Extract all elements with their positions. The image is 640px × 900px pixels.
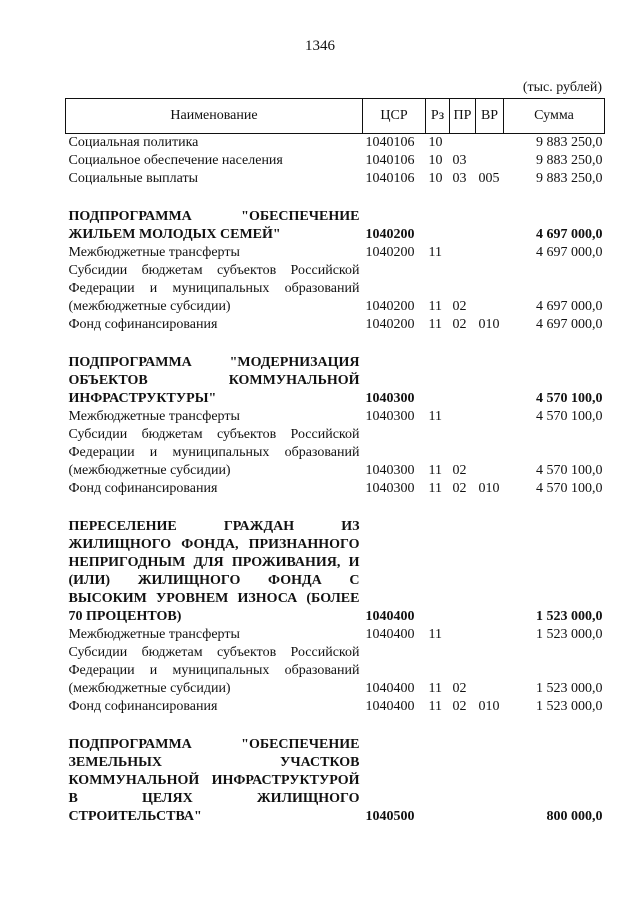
table-row <box>66 316 605 334</box>
cell-name: Межбюджетные трансферты <box>68 409 240 424</box>
header-sum: Сумма <box>504 99 605 134</box>
cell-pr: 02 <box>452 481 467 496</box>
cell-rz: 11 <box>428 409 442 424</box>
table-header-row <box>66 99 605 134</box>
cell-sum: 1 523 000,0 <box>536 609 603 624</box>
table-row <box>66 170 605 188</box>
cell-vr <box>476 244 504 262</box>
cell-pr: 03 <box>452 171 467 186</box>
spacer-cell <box>66 334 605 354</box>
cell-pr: 02 <box>452 699 467 714</box>
cell-sum: 9 883 250,0 <box>536 171 603 186</box>
cell-csr: 1040400 <box>365 627 415 642</box>
cell-rz: 10 <box>428 135 443 150</box>
cell-vr <box>476 644 504 698</box>
table-row <box>66 408 605 426</box>
cell-name: Субсидии бюджетам субъектов Российской Федерации и муниципальных образований (межбюджетные субсидии) <box>68 427 360 478</box>
cell-name: Фонд софинансирования <box>68 481 218 496</box>
cell-name: Фонд софинансирования <box>68 699 218 714</box>
cell-pr: 02 <box>452 463 467 478</box>
cell-rz: 10 <box>428 153 443 168</box>
cell-pr: 02 <box>452 299 467 314</box>
cell-rz <box>426 518 450 626</box>
cell-vr: 005 <box>478 171 500 186</box>
cell-name: ПОДПРОГРАММА "ОБЕСПЕЧЕНИЕ ЗЕМЕЛЬНЫХ УЧАСТКОВ КОММУНАЛЬНОЙ ИНФРАСТРУКТУРОЙ В ЦЕЛЯХ ЖИЛИЩНОГО СТРОИТЕЛЬСТВА" <box>68 737 360 824</box>
cell-csr: 1040300 <box>365 481 415 496</box>
cell-vr <box>476 134 504 153</box>
spacer-cell <box>66 498 605 518</box>
cell-sum: 4 697 000,0 <box>536 245 603 260</box>
cell-pr <box>450 354 476 408</box>
row-spacer <box>66 334 605 354</box>
cell-rz: 11 <box>428 627 442 642</box>
cell-name: ПОДПРОГРАММА "МОДЕРНИЗАЦИЯ ОБЪЕКТОВ КОММУНАЛЬНОЙ ИНФРАСТРУКТУРЫ" <box>68 355 360 406</box>
cell-sum: 4 697 000,0 <box>536 227 603 242</box>
cell-name: ПОДПРОГРАММА "ОБЕСПЕЧЕНИЕ ЖИЛЬЕМ МОЛОДЫХ СЕМЕЙ" <box>68 209 360 242</box>
table-row <box>66 626 605 644</box>
table-row <box>66 262 605 316</box>
cell-pr <box>450 408 476 426</box>
cell-csr: 1040400 <box>365 681 415 696</box>
cell-vr <box>476 354 504 408</box>
cell-name: Социальное обеспечение населения <box>68 153 283 168</box>
page-number: 1346 <box>305 38 335 54</box>
cell-csr: 1040200 <box>365 299 415 314</box>
header-csr: ЦСР <box>363 99 426 134</box>
table-row <box>66 134 605 153</box>
table-row <box>66 518 605 626</box>
cell-vr <box>476 208 504 244</box>
cell-sum: 1 523 000,0 <box>536 699 603 714</box>
cell-pr: 02 <box>452 681 467 696</box>
row-spacer <box>66 498 605 518</box>
cell-vr <box>476 518 504 626</box>
row-spacer <box>66 716 605 736</box>
table-row <box>66 426 605 480</box>
cell-rz: 11 <box>428 245 442 260</box>
spacer-cell <box>66 188 605 208</box>
cell-rz: 10 <box>428 171 443 186</box>
table-row <box>66 698 605 716</box>
table-body <box>66 134 605 827</box>
table-row <box>66 736 605 826</box>
cell-csr: 1040300 <box>365 391 415 406</box>
cell-csr: 1040300 <box>365 409 415 424</box>
cell-sum: 4 570 100,0 <box>536 391 603 406</box>
row-spacer <box>66 188 605 208</box>
cell-rz: 11 <box>428 299 442 314</box>
cell-sum: 4 570 100,0 <box>536 409 603 424</box>
cell-vr <box>476 262 504 316</box>
cell-sum: 800 000,0 <box>546 809 603 824</box>
cell-name: Межбюджетные трансферты <box>68 627 240 642</box>
cell-pr <box>450 244 476 262</box>
cell-name: Субсидии бюджетам субъектов Российской Федерации и муниципальных образований (межбюджетные субсидии) <box>68 263 360 314</box>
header-rz: Рз <box>426 99 450 134</box>
cell-csr: 1040500 <box>365 809 415 824</box>
cell-vr: 010 <box>478 481 500 496</box>
cell-csr: 1040106 <box>365 171 415 186</box>
cell-pr <box>450 134 476 153</box>
cell-name: ПЕРЕСЕЛЕНИЕ ГРАЖДАН ИЗ ЖИЛИЩНОГО ФОНДА, ПРИЗНАННОГО НЕПРИГОДНЫМ ДЛЯ ПРОЖИВАНИЯ, И (ИЛИ) ЖИЛИЩНОГО ФОНДА С ВЫСОКИМ УРОВНЕМ ИЗНОСА (БОЛЕЕ 70 ПРОЦЕНТОВ) <box>68 519 360 624</box>
cell-sum: 4 570 100,0 <box>536 463 603 478</box>
header-name: Наименование <box>66 99 363 134</box>
header-vr: ВР <box>476 99 504 134</box>
units-label: (тыс. рублей) <box>522 80 602 95</box>
cell-vr <box>476 626 504 644</box>
cell-vr <box>476 736 504 826</box>
cell-sum: 4 697 000,0 <box>536 317 603 332</box>
cell-vr: 010 <box>478 317 500 332</box>
cell-rz: 11 <box>428 699 442 714</box>
cell-csr: 1040106 <box>365 153 415 168</box>
cell-name: Межбюджетные трансферты <box>68 245 240 260</box>
cell-vr <box>476 426 504 480</box>
table-row <box>66 152 605 170</box>
table-row <box>66 354 605 408</box>
cell-name: Социальные выплаты <box>68 171 199 186</box>
cell-csr: 1040106 <box>365 135 415 150</box>
cell-vr <box>476 152 504 170</box>
cell-name: Субсидии бюджетам субъектов Российской Федерации и муниципальных образований (межбюджетные субсидии) <box>68 645 360 696</box>
cell-rz: 11 <box>428 463 442 478</box>
cell-sum: 9 883 250,0 <box>536 135 603 150</box>
cell-name: Фонд софинансирования <box>68 317 218 332</box>
cell-csr: 1040200 <box>365 245 415 260</box>
cell-pr <box>450 208 476 244</box>
cell-csr: 1040300 <box>365 463 415 478</box>
cell-pr: 03 <box>452 153 467 168</box>
cell-sum: 1 523 000,0 <box>536 681 603 696</box>
cell-pr <box>450 518 476 626</box>
cell-csr: 1040200 <box>365 227 415 242</box>
cell-name: Социальная политика <box>68 135 199 150</box>
cell-rz <box>426 354 450 408</box>
cell-pr <box>450 736 476 826</box>
cell-pr <box>450 626 476 644</box>
cell-rz <box>426 208 450 244</box>
table-row <box>66 208 605 244</box>
cell-csr: 1040400 <box>365 609 415 624</box>
cell-sum: 1 523 000,0 <box>536 627 603 642</box>
cell-rz: 11 <box>428 317 442 332</box>
cell-rz: 11 <box>428 681 442 696</box>
budget-table <box>65 98 605 826</box>
cell-sum: 4 570 100,0 <box>536 481 603 496</box>
cell-csr: 1040400 <box>365 699 415 714</box>
cell-rz: 11 <box>428 481 442 496</box>
table-row <box>66 244 605 262</box>
cell-pr: 02 <box>452 317 467 332</box>
header-pr: ПР <box>450 99 476 134</box>
cell-sum: 4 697 000,0 <box>536 299 603 314</box>
cell-vr: 010 <box>478 699 500 714</box>
table-row <box>66 644 605 698</box>
cell-csr: 1040200 <box>365 317 415 332</box>
cell-vr <box>476 408 504 426</box>
cell-rz <box>426 736 450 826</box>
table-row <box>66 480 605 498</box>
cell-sum: 9 883 250,0 <box>536 153 603 168</box>
spacer-cell <box>66 716 605 736</box>
